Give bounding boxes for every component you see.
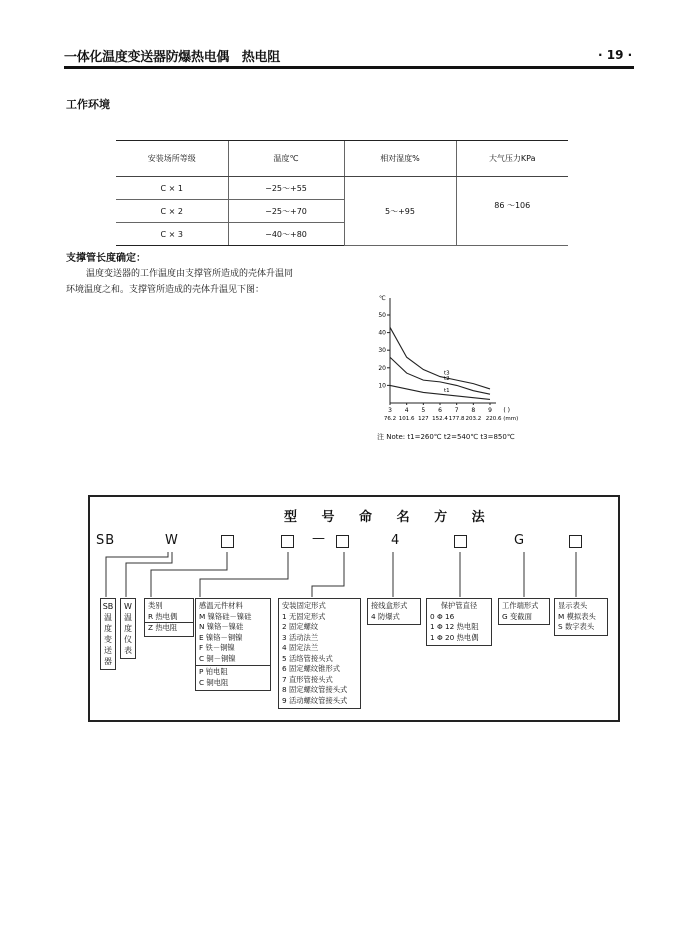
x-tick-label-mm: 220.6 (mm) [485,416,519,422]
w-char: 度 [124,624,132,633]
y-tick-label: 10 [378,382,386,390]
element-item: M 镍铬硅－镍硅 [199,611,252,621]
grade-cell: C × 2 [116,200,228,223]
sb-char: 器 [104,657,112,666]
w-char: 表 [124,646,132,655]
paragraph-line: 环境温度之和。支撑管所造成的壳体升温见下图： [66,285,265,295]
element-sub-item: P 铂电阻 [199,667,228,676]
y-tick-label: 40 [378,329,386,337]
sb-char: 温 [104,613,112,622]
support-section-title: 支撑管长度确定： [66,253,146,264]
x-tick-label: 7 [454,407,459,414]
x-tick-label-mm: 177.8 [448,416,465,422]
w-char: 温 [124,613,132,622]
display-item: M 模拟表头 [558,611,596,621]
mounting-item: 2 固定螺纹 [282,622,319,631]
code-g: G [514,533,526,548]
x-tick-label: ( ) [503,407,510,414]
junction-title: 接线盒形式 [371,601,408,610]
table-header-cell: 大气压力KPa [456,141,568,177]
section-title: 工作环境 [66,98,110,111]
sb-char: 送 [104,646,112,655]
temp-cell: −40～+80 [228,223,344,246]
table-header-cell: 温度℃ [228,141,344,177]
y-tick-label: 20 [378,364,386,372]
x-tick-label: 4 [404,407,409,414]
humidity-cell: 5～+95 [344,177,456,246]
terminal-item: G 变截面 [502,611,532,621]
y-tick-label: 50 [378,312,386,319]
x-tick-label-mm: 101.6 [398,416,415,422]
x-tick-label: 6 [438,407,442,414]
environment-table [116,140,568,246]
naming-title: 型 号 命 名 方 法 [284,510,495,525]
chart-note: 注 Note: t1=260℃ t2=540℃ t3=850℃ [377,433,515,441]
mounting-title: 安装固定形式 [282,601,326,610]
x-tick-label-mm: 76.2 [383,416,397,422]
display-title: 显示表头 [558,601,588,610]
x-tick-label: 9 [488,407,492,414]
grade-cell: C × 1 [116,177,228,200]
element-material-box [195,598,271,691]
chart-svg [370,290,530,450]
category-item: R 热电偶 [145,612,193,624]
y-tick-label: 30 [378,347,386,355]
series-line-t1 [390,385,490,399]
element-item: C 铜－铜镍 [199,653,236,663]
code-dash: — [312,531,326,546]
series-label: t1 [444,388,450,395]
element-item: E 镍铬－铜镍 [199,632,243,642]
mounting-item: 8 固定螺纹管接头式 [282,685,348,694]
x-tick-label: 3 [388,407,392,414]
category-box [144,598,194,637]
w-char: W [124,602,132,611]
temp-cell: −25～+55 [228,177,344,200]
terminal-form-box [498,598,550,625]
element-item: N 镍铬－镍硅 [199,622,244,631]
table-header-cell: 相对湿度% [344,141,456,177]
tube-item: 1 Φ 20 热电偶 [430,632,479,642]
tube-item: 0 Φ 16 [430,611,455,621]
temp-cell: −25～+70 [228,200,344,223]
series-line-t3 [390,327,490,389]
mounting-item: 7 直形管接头式 [282,674,333,684]
element-sub-item: C 铜电阻 [199,677,229,687]
junction-box [367,598,421,625]
mounting-box [278,598,361,709]
table-row [116,177,568,200]
display-box [554,598,608,636]
sb-char: 度 [104,624,112,633]
category-title: 类别 [148,601,163,610]
code-4: 4 [391,533,401,548]
element-item: F 铁－铜镍 [199,643,235,652]
x-tick-label-mm: 152.4 [432,416,448,422]
pressure-cell: 86 ～106 [456,177,568,246]
mounting-item: 4 固定法兰 [282,643,319,652]
header-rule [64,66,634,69]
x-tick-label: 5 [421,407,426,414]
header-title: 一体化温度变送器防爆热电偶 热电阻 [64,50,280,65]
x-tick-label-mm: 203.2 [465,416,482,422]
mounting-item: 6 固定螺纹锥形式 [282,664,341,673]
grade-cell: C × 3 [116,223,228,246]
w-char: 仪 [124,635,132,644]
tube-title: 保护管直径 [440,601,478,610]
junction-item: 4 防爆式 [371,611,400,621]
sb-box [100,598,116,670]
display-item: S 数字表头 [558,622,595,631]
element-title: 感温元件材料 [199,601,243,610]
code-w: W [165,533,179,548]
terminal-title: 工作端形式 [502,601,539,610]
series-label: t2 [444,375,450,382]
mounting-item: 9 活动螺纹管接头式 [282,695,348,705]
table-header-cell: 安装场所等级 [116,141,228,177]
y-unit-label: ℃ [379,295,386,302]
tube-item: 1 Φ 12 热电阻 [430,622,479,631]
x-tick-label: 8 [471,407,476,414]
category-item: Z 热电阻 [148,623,178,632]
w-box [120,598,136,659]
sb-char: 变 [104,635,112,644]
sb-char: SB [102,602,114,611]
tube-diameter-box [426,598,492,646]
x-tick-label-mm: 127 [418,416,429,422]
mounting-item: 1 无固定形式 [282,611,326,621]
paragraph-line: 温度变送器的工作温度由支撑管所造成的壳体升温同 [86,269,294,279]
temperature-rise-chart [370,290,530,454]
table-header-row [116,141,568,177]
mounting-item: 3 活动法兰 [282,632,319,642]
mounting-item: 5 活络管接头式 [282,653,333,663]
page-number: · 19 · [598,48,633,62]
code-sb: SB [96,533,116,548]
series-label: t3 [444,370,450,377]
